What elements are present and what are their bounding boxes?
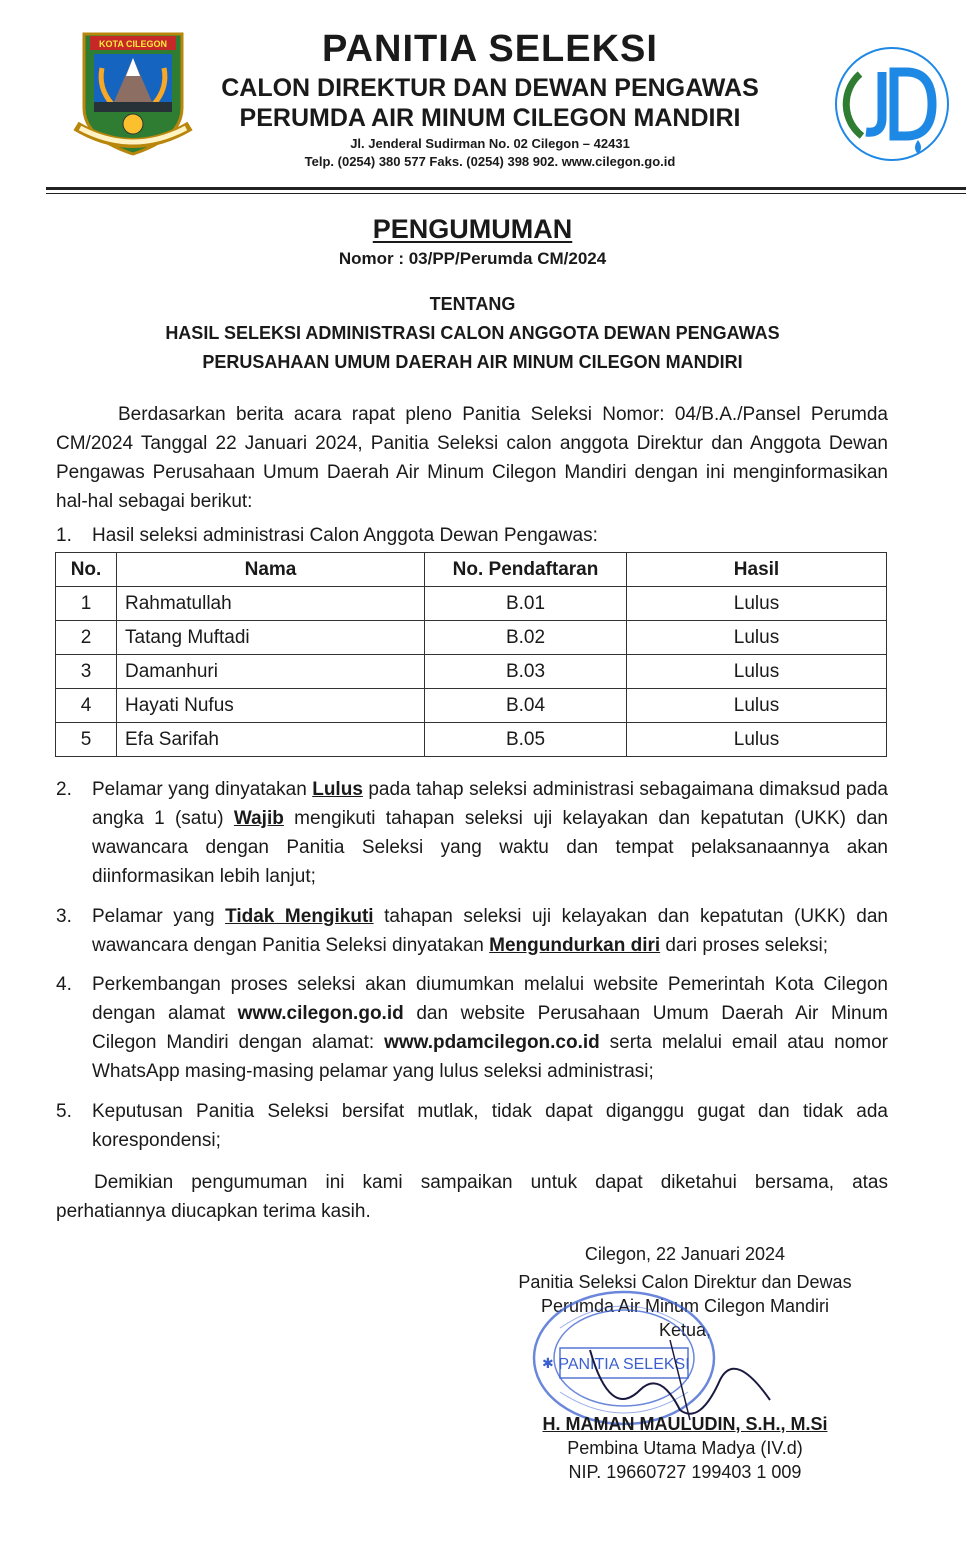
text-run: serta melalui email atau nomor WhatsApp masing-masing pelamar yang lulus seleksi administrasi; [92,1032,888,1082]
header-rule-thick [46,187,966,190]
announcement-subject-1: HASIL SELEKSI ADMINISTRASI CALON ANGGOTA DEWAN PENGAWAS [165,323,780,343]
intro-paragraph [56,400,888,516]
cell-result: Lulus [627,723,887,757]
list-item-number: 1. [56,525,72,546]
text-run: dan website Perusahaan Umum Daerah Air Minum Cilegon Mandiri dengan alamat: [92,1003,888,1053]
announcement-title: PENGUMUMAN [372,214,573,244]
col-header-name: Nama [117,553,425,587]
signature-place-date: Cilegon, 22 Januari 2024 [584,1244,786,1264]
list-item-2 [56,775,888,891]
list-item-4 [56,970,888,1086]
header-title: PANITIA SELEKSI [322,28,658,70]
col-header-result: Hasil [627,553,887,587]
signatory-nip: NIP. 19660727 199403 1 009 [568,1462,802,1482]
cell-registration: B.05 [425,723,627,757]
header-address: Jl. Jenderal Sudirman No. 02 Cilegon – 42431 [350,136,630,151]
cell-no: 1 [56,587,117,621]
emphasis-mengundurkan-diri: Mengundurkan diri [489,935,661,956]
text-run: pada tahap seleksi administrasi sebagaimana dimaksud pada angka 1 (satu) [92,779,888,829]
cell-no: 4 [56,689,117,723]
cell-result: Lulus [627,655,887,689]
emphasis-wajib: Wajib [233,808,284,829]
signatory-rank: Pembina Utama Madya (IV.d) [567,1438,803,1458]
website-cilegon: www.cilegon.go.id [237,1003,404,1024]
text-run: Perkembangan proses seleksi akan diumumkan melalui website Pemerintah Kota Cilegon dengan alamat [92,974,888,1024]
col-header-registration: No. Pendaftaran [425,553,627,587]
list-item-number: 5. [56,1101,72,1122]
announcement-subject-2: PERUSAHAAN UMUM DAERAH AIR MINUM CILEGON MANDIRI [202,352,743,372]
text-run: Pelamar yang [92,906,226,927]
list-item-number: 4. [56,974,72,995]
website-pdam: www.pdamcilegon.co.id [384,1032,600,1053]
col-header-no: No. [56,553,117,587]
cilegon-city-emblem [72,28,194,158]
announcement-about: TENTANG [429,294,516,314]
selection-results-table [55,552,887,757]
cell-registration: B.03 [425,655,627,689]
cell-name: Rahmatullah [117,587,425,621]
cell-name: Efa Sarifah [117,723,425,757]
list-item-number: 3. [56,906,72,927]
table-row [56,621,887,655]
cell-name: Hayati Nufus [117,689,425,723]
emphasis-tidak-mengikuti: Tidak Mengikuti [225,906,374,927]
announcement-number: Nomor : 03/PP/Perumda CM/2024 [338,249,607,268]
table-row [56,689,887,723]
list-item-5 [56,1097,888,1155]
text-run: dari proses seleksi; [660,935,829,956]
table-header-row [56,553,887,587]
cell-result: Lulus [627,621,887,655]
header-contact: Telp. (0254) 380 577 Faks. (0254) 398 902. www.cilegon.go.id [304,154,676,169]
header-subtitle-1: CALON DIREKTUR DAN DEWAN PENGAWAS [221,74,759,102]
cell-result: Lulus [627,587,887,621]
table-row [56,723,887,757]
cell-registration: B.02 [425,621,627,655]
list-item-number: 2. [56,779,72,800]
table-row [56,587,887,621]
header-subtitle-2: PERUMDA AIR MINUM CILEGON MANDIRI [239,104,741,132]
svg-text:KOTA CILEGON: KOTA CILEGON [99,39,167,49]
cell-no: 5 [56,723,117,757]
signature-role: Ketua, [658,1320,712,1340]
cell-no: 2 [56,621,117,655]
list-item-3 [56,902,888,960]
closing-paragraph [56,1168,888,1226]
closing-text: Demikian pengumuman ini kami sampaikan untuk dapat diketahui bersama, atas perhatiannya diucapkan terima kasih. [56,1172,888,1222]
cell-registration: B.04 [425,689,627,723]
list-item-1 [56,521,888,550]
cell-no: 3 [56,655,117,689]
stamp-text: PANITIA SELEKSI [558,1356,690,1373]
list-item-text: Keputusan Panitia Seleksi bersifat mutlak, tidak dapat diganggu gugat dan tidak ada korespondensi; [92,1101,888,1151]
list-item-text: Hasil seleksi administrasi Calon Anggota Dewan Pengawas: [92,525,598,546]
cell-name: Damanhuri [117,655,425,689]
signature-committee: Panitia Seleksi Calon Direktur dan Dewas [518,1272,852,1292]
list-item-text [92,902,888,960]
text-run: Pelamar yang dinyatakan [92,779,313,800]
pdam-logo [832,44,952,164]
cell-result: Lulus [627,689,887,723]
table-row [56,655,887,689]
signatory-name: H. MAMAN MAULUDIN, S.H., M.Si [542,1414,828,1434]
signature-organization: Perumda Air Minum Cilegon Mandiri [540,1296,830,1316]
cell-registration: B.01 [425,587,627,621]
intro-text: Berdasarkan berita acara rapat pleno Panitia Seleksi Nomor: 04/B.A./Pansel Perumda CM/2024 Tanggal 22 Januari 2024, Panitia Seleksi calon anggota Direktur dan Anggota Dewan Pengawas Perusahaan Umum Daerah Air Minum Cilegon Mandiri dengan ini menginformasikan hal-hal sebagai berikut: [56,404,888,512]
text-run: mengikuti tahapan seleksi uji kelayakan dan kepatutan (UKK) dan wawancara dengan Panitia Seleksi yang waktu dan tempat pelaksanaannya akan diinformasikan lebih lanjut; [92,808,888,887]
header-rule-thin [46,193,966,194]
emphasis-lulus: Lulus [312,779,363,800]
list-item-text [92,970,888,1086]
list-item-text [92,775,888,891]
svg-text:✱: ✱ [542,1356,554,1372]
text-run: tahapan seleksi uji kelayakan dan kepatutan (UKK) dan wawancara dengan Panitia Seleksi dinyatakan [92,906,888,956]
cell-name: Tatang Muftadi [117,621,425,655]
